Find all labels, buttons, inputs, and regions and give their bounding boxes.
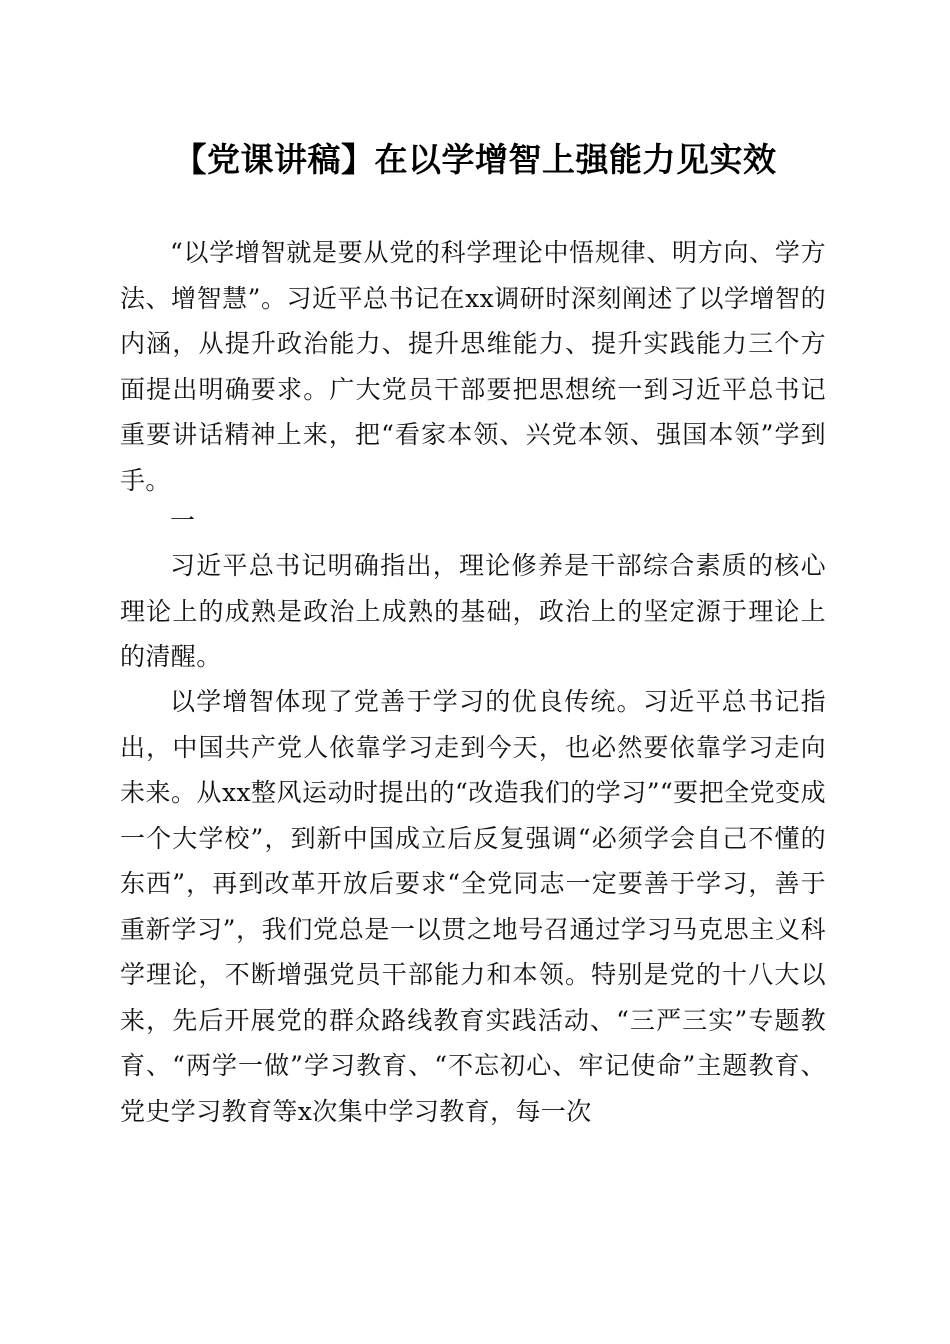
section-number [120, 498, 826, 544]
paragraph-theory [120, 543, 826, 680]
paragraph-tradition [120, 679, 826, 1134]
paragraph-text: 以学增智体现了党善于学习的优良传统。习近平总书记指出，中国共产党人依靠学习走到今天，也必然要依靠学习走向未来。从xx整风运动时提出的“改造我们的学习”“要把全党变成一个大学校”，到新中国成立后反复强调“必须学会自己不懂的东西”，再到改革开放后要求“全党同志一定要善于学习，善于重新学习”，我们党总是一以贯之地号召通过学习马克思主义科学理论，不断增强党员干部能力和本领。特别是党的十八大以来，先后开展党的群众路线教育实践活动、“三严三实”专题教育、“两学一做”学习教育、“不忘初心、牢记使命”主题教育、党史学习教育等x次集中学习教育，每一次 [120, 687, 826, 1126]
section-number-text: 一 [170, 506, 196, 535]
document-title: 【党课讲稿】在以学增智上强能力见实效 [173, 140, 777, 179]
paragraph-text: “以学增智就是要从党的科学理论中悟规律、明方向、学方法、增智慧”。习近平总书记在xx调研时深刻阐述了以学增智的内涵，从提升政治能力、提升思维能力、提升实践能力三个方面提出明确要求。广大党员干部要把思想统一到习近平总书记重要讲话精神上来，把“看家本领、兴党本领、强国本领”学到手。 [120, 238, 826, 495]
paragraph-text: 习近平总书记明确指出，理论修养是干部综合素质的核心理论上的成熟是政治上成熟的基础，政治上的坚定源于理论上的清醒。 [120, 551, 826, 671]
paragraph-intro [120, 230, 826, 503]
